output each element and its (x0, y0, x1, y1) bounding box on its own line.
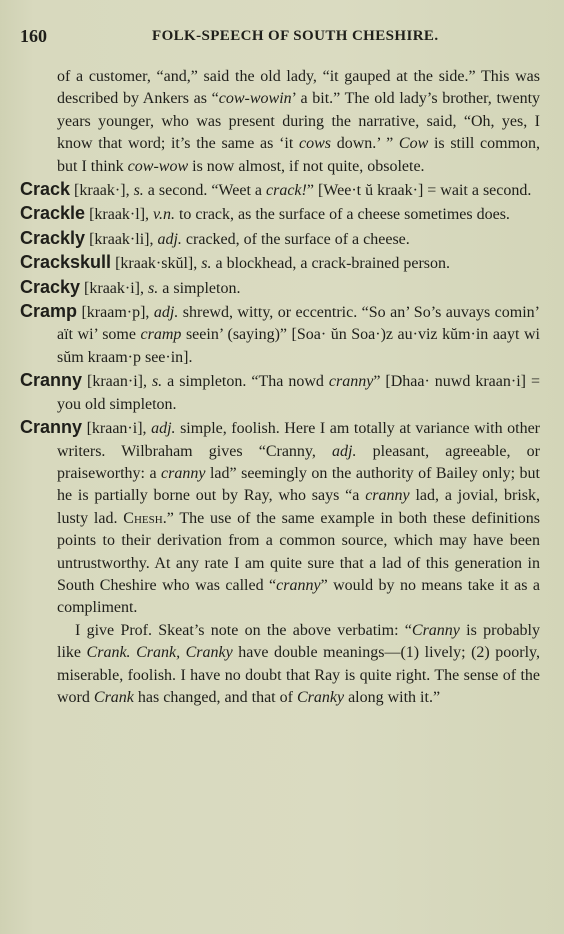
entry-cracky (20, 276, 540, 300)
text-run: [kraak·], (70, 182, 134, 200)
small-caps-term: Chesh. (123, 509, 167, 527)
text-run: [kraak·li], (85, 230, 158, 248)
grammar-label: s. (151, 373, 163, 391)
italic-term: adj. (332, 442, 357, 460)
text-run: I give Prof. Skeat’s note on the above verbatim: “ (75, 621, 412, 639)
italic-term: crack! (266, 182, 307, 200)
text-run: [kraan·i], (82, 420, 152, 438)
grammar-label: s. (148, 279, 159, 297)
italic-term: Cow (398, 135, 429, 153)
text-run: have double meanings—(1) lively; (2) poorly, miserable, foolish. I have no doubt that Ray is quite right. The sense of the word (57, 644, 541, 706)
text-run: [kraak·skŭl], (111, 255, 202, 273)
text-run: is probably like (57, 621, 540, 662)
text-run: a simpleton. “Tha nowd (162, 373, 329, 391)
italic-term: cranny (161, 464, 206, 482)
text-run: has changed, and that of (133, 688, 297, 706)
text-run: to crack, as the surface of a cheese sometimes does. (174, 206, 510, 224)
italic-term: cow-wow (127, 157, 189, 175)
entry-cranny-noun (20, 369, 540, 416)
text-run: down.’ ” (331, 135, 399, 153)
page-number: 160 (20, 26, 47, 46)
italic-term: cranny (276, 576, 321, 594)
entry-crack (20, 178, 540, 202)
headword: Crack (20, 179, 71, 200)
text-run: [kraak·l], (85, 206, 154, 224)
headword: Cranny (20, 370, 83, 391)
headword: Crackskull (20, 252, 112, 273)
grammar-label: s. (133, 182, 144, 200)
headword: Crackle (20, 203, 86, 224)
page-body (20, 66, 540, 709)
grammar-label: adj. (151, 420, 176, 438)
skeat-note-paragraph (20, 620, 540, 710)
entry-crackly (20, 227, 540, 251)
headword: Cramp (20, 301, 78, 322)
entry-crackskull (20, 251, 540, 275)
text-run: [kraam·p], (77, 304, 154, 322)
italic-term: Crank (93, 688, 134, 706)
text-run: ” [Dhaa· nuwd kraan·i] = you old simpleton. (57, 373, 540, 413)
italic-term: Crank. Crank, Cranky (86, 644, 233, 662)
text-run: ” [Wee·t ŭ kraak·] = wait a second. (306, 182, 532, 200)
entry-crackle (20, 202, 540, 226)
text-run: cracked, of the surface of a cheese. (181, 230, 410, 248)
grammar-label: v.n. (153, 206, 175, 224)
text-run: a simpleton. (158, 279, 241, 297)
text-run: is now almost, if not quite, obsolete. (188, 157, 425, 175)
text-run: ’ a bit.” The old lady’s brother, twenty years younger, who was present during the narrative, said, “Oh, yes, I know that word; it’s the same as ‘it (57, 90, 541, 153)
text-run: along with it.” (344, 688, 441, 706)
grammar-label: adj. (157, 230, 182, 248)
italic-term: cows (299, 135, 331, 153)
italic-term: cranny (365, 487, 410, 505)
text-run: simple, foolish. Here I am totally at variance with other writers. Wilbraham gives “Cranny, (57, 420, 540, 460)
italic-term: cranny (328, 373, 374, 391)
text-run: of a customer, “and,” said the old lady, “it gauped at the side.” This was described by Ankers as “ (57, 68, 540, 108)
text-run: lad, a jovial, brisk, lusty lad. (57, 487, 540, 527)
headword: Crackly (20, 227, 86, 248)
text-run: [kraan·i], (82, 373, 152, 391)
text-run: lad” seemingly on the authority of Bailey only; but he is partially borne out by Ray, who says “a (57, 464, 540, 505)
continuation-paragraph (20, 66, 540, 178)
italic-term: cow-wowin (218, 90, 292, 108)
text-run: ” would by no means take it as a compliment. (57, 576, 541, 617)
headword: Cracky (20, 276, 81, 297)
grammar-label: adj. (153, 304, 179, 322)
text-run: is still common, but I think (57, 135, 541, 175)
text-run: seein’ (saying)” [Soa· ŭn Soa·)z au·viz kŭm·in aayt wi sŭm kraam·p see·in]. (57, 326, 541, 366)
text-run: shrewd, witty, or eccentric. “So an’ So’s auvays comin’ aït wi’ some (57, 304, 540, 344)
running-title: FOLK-SPEECH OF SOUTH CHESHIRE. (152, 28, 439, 44)
italic-term: Cranky (296, 688, 345, 706)
text-run: [kraak·i], (80, 279, 149, 297)
text-run: a blockhead, a crack-brained person. (211, 255, 451, 273)
entry-cramp (20, 300, 540, 369)
italic-term: cramp (140, 326, 182, 344)
italic-term: Cranny (411, 621, 460, 639)
text-run: a second. “Weet a (143, 182, 266, 200)
text-run: ” The use of the same example in both these definitions points to their derivation from a common source, which may have been untrustworthy. At any rate I am quite sure that a lad of this generation in South Cheshire who was called “ (57, 509, 540, 594)
headword: Cranny (20, 417, 83, 438)
entry-cranny-adj (20, 416, 540, 620)
text-run: pleasant, agreeable, or praiseworthy: a (57, 442, 541, 482)
grammar-label: s. (201, 255, 212, 273)
